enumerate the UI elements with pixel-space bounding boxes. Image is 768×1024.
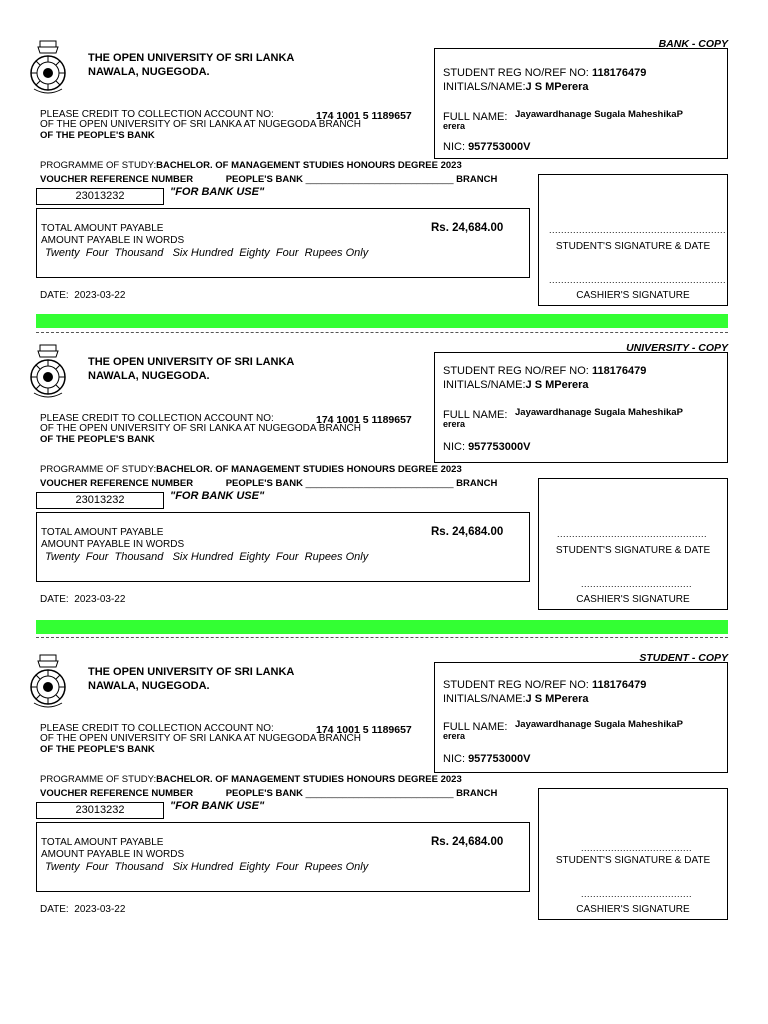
cashier-signature-label: CASHIER'S SIGNATURE (576, 904, 690, 915)
signature-box (538, 174, 728, 306)
total-amount-label: TOTAL AMOUNT PAYABLE (41, 223, 164, 234)
fullname-value-line2: erera (443, 121, 466, 131)
green-separator (36, 314, 728, 328)
copy-label: BANK - COPY (658, 38, 728, 50)
signature-box (538, 478, 728, 610)
credit-line2: OF THE OPEN UNIVERSITY OF SRI LANKA AT NUGEGODA BRANCH (40, 423, 361, 434)
programme-label: PROGRAMME OF STUDY: (40, 774, 157, 785)
total-amount-label: TOTAL AMOUNT PAYABLE (41, 837, 164, 848)
branch-label: BRANCH (456, 174, 498, 185)
university-name: THE OPEN UNIVERSITY OF SRI LANKA (88, 356, 295, 368)
initials-value: J S MPerera (525, 693, 589, 705)
branch-line: ____________________________ (305, 174, 454, 185)
account-number: 174 1001 5 1189657 (316, 414, 412, 426)
fullname-value-line1: Jayawardhanage Sugala MaheshikaP (515, 109, 683, 120)
university-crest-icon (28, 653, 68, 711)
cashier-signature-label: CASHIER'S SIGNATURE (576, 594, 690, 605)
programme-value: BACHELOR. OF MANAGEMENT STUDIES HONOURS DEGREE 2023 (156, 464, 462, 475)
voucher-label: VOUCHER REFERENCE NUMBER (40, 788, 194, 799)
student-signature-line: ..................................... (581, 843, 693, 853)
fullname-label: FULL NAME: (443, 111, 508, 123)
peoples-bank-label: PEOPLE'S BANK (225, 788, 303, 799)
student-signature-label: STUDENT'S SIGNATURE & DATE (555, 241, 711, 252)
bank-name: OF THE PEOPLE'S BANK (40, 130, 155, 141)
university-crest-icon (28, 343, 68, 401)
green-separator (36, 620, 728, 634)
voucher-row (40, 174, 497, 185)
for-bank-use: "FOR BANK USE" (170, 490, 265, 502)
nic-value: 957753000V (468, 141, 531, 153)
date-label: DATE: (40, 290, 69, 301)
for-bank-use: "FOR BANK USE" (170, 800, 265, 812)
amount-words-label: AMOUNT PAYABLE IN WORDS (41, 539, 185, 550)
reg-number: 118176479 (591, 679, 647, 691)
voucher-label: VOUCHER REFERENCE NUMBER (40, 478, 194, 489)
date (40, 290, 125, 301)
reg-number: 118176479 (591, 365, 647, 377)
fullname-value-line2: erera (443, 731, 466, 741)
date-label: DATE: (40, 904, 69, 915)
cashier-signature-label: CASHIER'S SIGNATURE (576, 290, 690, 301)
branch-line: ____________________________ (305, 478, 454, 489)
nic-value: 957753000V (468, 753, 531, 765)
amount-words: Twenty Four Thousand Six Hundred Eighty Four Rupees Only (45, 247, 369, 259)
university-name: THE OPEN UNIVERSITY OF SRI LANKA (88, 666, 295, 678)
reg-number: 118176479 (591, 67, 647, 79)
credit-instruction (40, 110, 361, 130)
fullname-value-line1: Jayawardhanage Sugala MaheshikaP (515, 719, 683, 730)
amount-box (36, 512, 530, 582)
student-signature-label: STUDENT'S SIGNATURE & DATE (555, 855, 711, 866)
total-amount-value: Rs. 24,684.00 (431, 222, 504, 234)
fullname-value-line1: Jayawardhanage Sugala MaheshikaP (515, 407, 683, 418)
cut-line (36, 332, 728, 333)
credit-line1: PLEASE CREDIT TO COLLECTION ACCOUNT NO: (40, 723, 274, 734)
total-amount-label: TOTAL AMOUNT PAYABLE (41, 527, 164, 538)
cashier-signature-line: ..................................... (581, 889, 693, 899)
credit-line1: PLEASE CREDIT TO COLLECTION ACCOUNT NO: (40, 413, 274, 424)
voucher-number: 23013232 (36, 188, 164, 205)
student-info-box (434, 662, 728, 773)
credit-instruction (40, 724, 361, 744)
university-crest-icon (28, 39, 68, 97)
account-number: 174 1001 5 1189657 (316, 110, 412, 122)
bank-name: OF THE PEOPLE'S BANK (40, 744, 155, 755)
programme-of-study (40, 160, 462, 171)
cashier-signature-line: ..................................... (581, 579, 693, 589)
nic-label: NIC: (443, 141, 465, 153)
university-address: NAWALA, NUGEGODA. (88, 680, 210, 692)
credit-line1: PLEASE CREDIT TO COLLECTION ACCOUNT NO: (40, 109, 274, 120)
copy-label: STUDENT - COPY (639, 652, 728, 664)
reg-label: STUDENT REG NO/REF NO: (443, 679, 589, 691)
initials-label: INITIALS/NAME: (443, 693, 526, 705)
initials-value: J S MPerera (525, 379, 589, 391)
voucher-number: 23013232 (36, 802, 164, 819)
total-amount-value: Rs. 24,684.00 (431, 526, 504, 538)
university-copy-slip (0, 338, 768, 648)
account-number: 174 1001 5 1189657 (316, 724, 412, 736)
university-name: THE OPEN UNIVERSITY OF SRI LANKA (88, 52, 295, 64)
university-address: NAWALA, NUGEGODA. (88, 66, 210, 78)
peoples-bank-label: PEOPLE'S BANK (225, 174, 303, 185)
for-bank-use: "FOR BANK USE" (170, 186, 265, 198)
branch-line: ____________________________ (305, 788, 454, 799)
reg-label: STUDENT REG NO/REF NO: (443, 67, 589, 79)
credit-instruction (40, 414, 361, 434)
credit-line2: OF THE OPEN UNIVERSITY OF SRI LANKA AT NUGEGODA BRANCH (40, 733, 361, 744)
amount-box (36, 822, 530, 892)
programme-of-study (40, 774, 462, 785)
amount-box (36, 208, 530, 278)
fullname-label: FULL NAME: (443, 409, 508, 421)
university-address: NAWALA, NUGEGODA. (88, 370, 210, 382)
amount-words: Twenty Four Thousand Six Hundred Eighty Four Rupees Only (45, 551, 369, 563)
branch-label: BRANCH (456, 478, 498, 489)
nic-value: 957753000V (468, 441, 531, 453)
programme-value: BACHELOR. OF MANAGEMENT STUDIES HONOURS DEGREE 2023 (156, 160, 462, 171)
branch-label: BRANCH (456, 788, 498, 799)
fullname-value-line2: erera (443, 419, 466, 429)
programme-of-study (40, 464, 462, 475)
student-info-box (434, 48, 728, 159)
date-value: 2023-03-22 (74, 594, 126, 605)
date-value: 2023-03-22 (74, 904, 126, 915)
bank-copy-slip (0, 34, 768, 344)
date (40, 904, 125, 915)
programme-value: BACHELOR. OF MANAGEMENT STUDIES HONOURS DEGREE 2023 (156, 774, 462, 785)
total-amount-value: Rs. 24,684.00 (431, 836, 504, 848)
bank-name: OF THE PEOPLE'S BANK (40, 434, 155, 445)
programme-label: PROGRAMME OF STUDY: (40, 464, 157, 475)
initials-label: INITIALS/NAME: (443, 379, 526, 391)
student-info-box (434, 352, 728, 463)
student-copy-slip (0, 648, 768, 958)
initials-label: INITIALS/NAME: (443, 81, 526, 93)
fullname-label: FULL NAME: (443, 721, 508, 733)
copy-label: UNIVERSITY - COPY (626, 342, 728, 354)
voucher-label: VOUCHER REFERENCE NUMBER (40, 174, 194, 185)
credit-line2: OF THE OPEN UNIVERSITY OF SRI LANKA AT NUGEGODA BRANCH (40, 119, 361, 130)
cashier-signature-line: ........................................................... (549, 275, 727, 285)
amount-words: Twenty Four Thousand Six Hundred Eighty Four Rupees Only (45, 861, 369, 873)
voucher-row (40, 788, 497, 799)
peoples-bank-label: PEOPLE'S BANK (225, 478, 303, 489)
nic-label: NIC: (443, 441, 465, 453)
amount-words-label: AMOUNT PAYABLE IN WORDS (41, 235, 185, 246)
programme-label: PROGRAMME OF STUDY: (40, 160, 157, 171)
student-signature-line: ........................................................... (549, 225, 727, 235)
amount-words-label: AMOUNT PAYABLE IN WORDS (41, 849, 185, 860)
voucher-number: 23013232 (36, 492, 164, 509)
voucher-row (40, 478, 497, 489)
initials-value: J S MPerera (525, 81, 589, 93)
nic-label: NIC: (443, 753, 465, 765)
date-value: 2023-03-22 (74, 290, 126, 301)
date (40, 594, 125, 605)
date-label: DATE: (40, 594, 69, 605)
student-signature-line: .................................................. (557, 529, 708, 539)
signature-box (538, 788, 728, 920)
reg-label: STUDENT REG NO/REF NO: (443, 365, 589, 377)
student-signature-label: STUDENT'S SIGNATURE & DATE (555, 545, 711, 556)
cut-line (36, 637, 728, 638)
